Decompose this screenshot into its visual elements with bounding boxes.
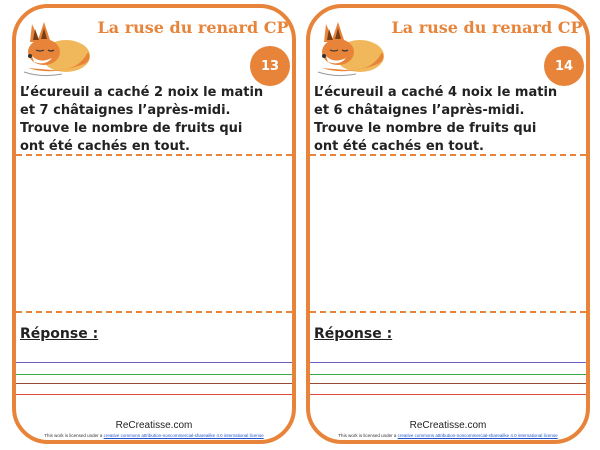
writing-line-brown	[310, 383, 586, 384]
answer-label: Réponse :	[314, 326, 393, 342]
writing-line-purple	[310, 362, 586, 363]
writing-line-brown	[16, 383, 292, 384]
dashed-divider	[16, 311, 292, 313]
problem-line: L’écureuil a caché 2 noix le matin	[20, 85, 264, 100]
writing-line-red	[310, 394, 586, 395]
writing-line-green	[16, 374, 292, 375]
work-area	[310, 158, 586, 308]
problem-line: L’écureuil a caché 4 noix le matin	[314, 85, 558, 100]
problem-line: ont été cachés en tout.	[20, 139, 190, 154]
work-area	[16, 158, 292, 308]
problem-number-badge: 13	[250, 46, 290, 86]
writing-line-red	[16, 394, 292, 395]
license-link[interactable]: creative commons attribution-noncommercial-sharealike 4.0 international license	[103, 433, 264, 438]
problem-line: Trouve le nombre de fruits qui	[20, 121, 243, 136]
site-credit: ReCreatisse.com	[115, 420, 193, 431]
problem-card-14	[306, 4, 590, 444]
card-title: La ruse du renard CP	[391, 18, 583, 37]
sleeping-fox-icon	[316, 12, 388, 78]
problem-statement	[314, 84, 590, 156]
dashed-divider	[16, 154, 292, 156]
card-title: La ruse du renard CP	[97, 18, 289, 37]
problem-line: ont été cachés en tout.	[314, 139, 484, 154]
answer-label: Réponse :	[20, 326, 99, 342]
site-credit: ReCreatisse.com	[409, 420, 487, 431]
problem-line: et 7 châtaignes l’après-midi.	[20, 103, 231, 118]
license-text: This work is licensed under a	[338, 433, 398, 438]
dashed-divider	[310, 311, 586, 313]
sleeping-fox-icon	[22, 12, 94, 78]
license-notice	[16, 433, 292, 438]
dashed-divider	[310, 154, 586, 156]
license-text: This work is licensed under a	[44, 433, 104, 438]
license-link[interactable]: creative commons attribution-noncommercial-sharealike 4.0 international license	[397, 433, 558, 438]
writing-line-purple	[16, 362, 292, 363]
problem-line: et 6 châtaignes l’après-midi.	[314, 103, 525, 118]
license-notice	[310, 433, 586, 438]
problem-number-badge: 14	[544, 46, 584, 86]
problem-statement	[20, 84, 296, 156]
problem-line: Trouve le nombre de fruits qui	[314, 121, 537, 136]
problem-card-13	[12, 4, 296, 444]
writing-line-green	[310, 374, 586, 375]
